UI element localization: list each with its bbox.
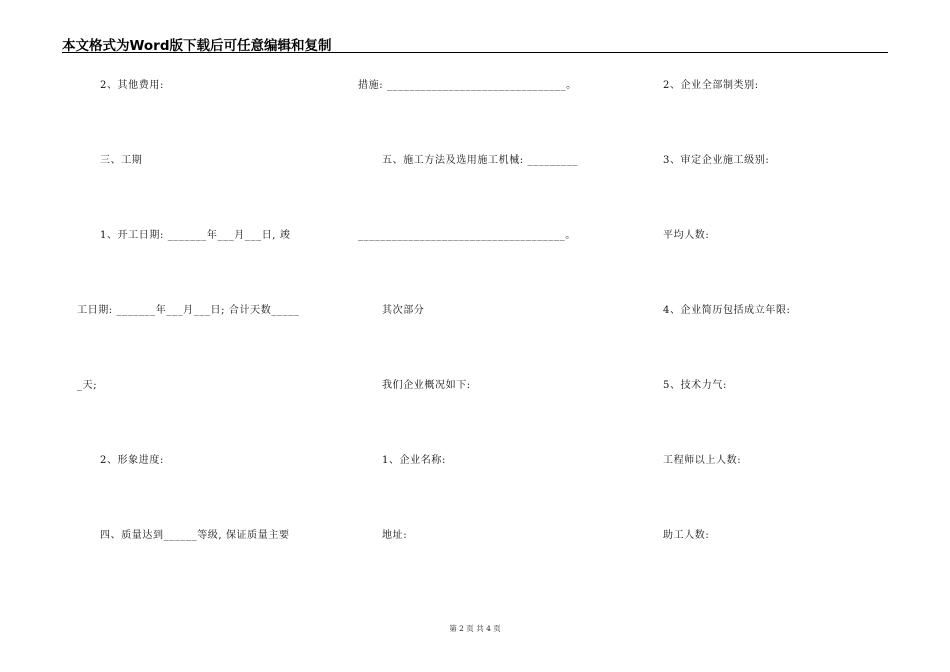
middle-line-company-name: 1、企业名称: <box>382 455 446 466</box>
right-line-construction-grade: 3、审定企业施工级别: <box>663 155 770 166</box>
left-line-progress: 2、形象进度: <box>100 455 164 466</box>
middle-line-measures: 措施: ________________________________。 <box>358 80 577 91</box>
left-line-other-costs: 2、其他费用: <box>100 80 164 91</box>
middle-line-blank-continuation: _____________________________________。 <box>358 230 576 241</box>
right-line-assistant-count: 助工人数: <box>663 530 710 541</box>
right-column <box>640 0 940 672</box>
middle-line-address: 地址: <box>382 530 408 541</box>
right-line-average-staff: 平均人数: <box>663 230 710 241</box>
right-line-company-history: 4、企业简历包括成立年限: <box>663 305 791 316</box>
right-line-engineers-count: 工程师以上人数: <box>663 455 742 466</box>
left-column <box>0 0 330 672</box>
left-line-quality-heading: 四、质量达到______等级, 保证质量主要 <box>100 530 290 541</box>
right-line-ownership-type: 2、企业全部制类别: <box>663 80 759 91</box>
left-line-days-suffix: _天; <box>77 380 98 391</box>
left-line-completion-date: 工日期: _______年___月___日; 合计天数_____ <box>77 305 300 316</box>
right-line-technical-strength: 5、技术力气: <box>663 380 727 391</box>
document-header-title: 本文格式为Word版下载后可任意编辑和复制 <box>62 38 332 54</box>
left-line-start-date: 1、开工日期: _______年___月___日, 竣 <box>100 230 291 241</box>
middle-line-company-overview: 我们企业概况如下: <box>382 380 471 391</box>
middle-column <box>340 0 640 672</box>
middle-line-construction-method: 五、施工方法及选用施工机械: _________ <box>382 155 578 166</box>
page-number-footer: 第 2 页 共 4 页 <box>449 624 501 633</box>
left-line-schedule-heading: 三、工期 <box>100 155 143 166</box>
middle-line-part-two: 其次部分 <box>382 305 425 316</box>
